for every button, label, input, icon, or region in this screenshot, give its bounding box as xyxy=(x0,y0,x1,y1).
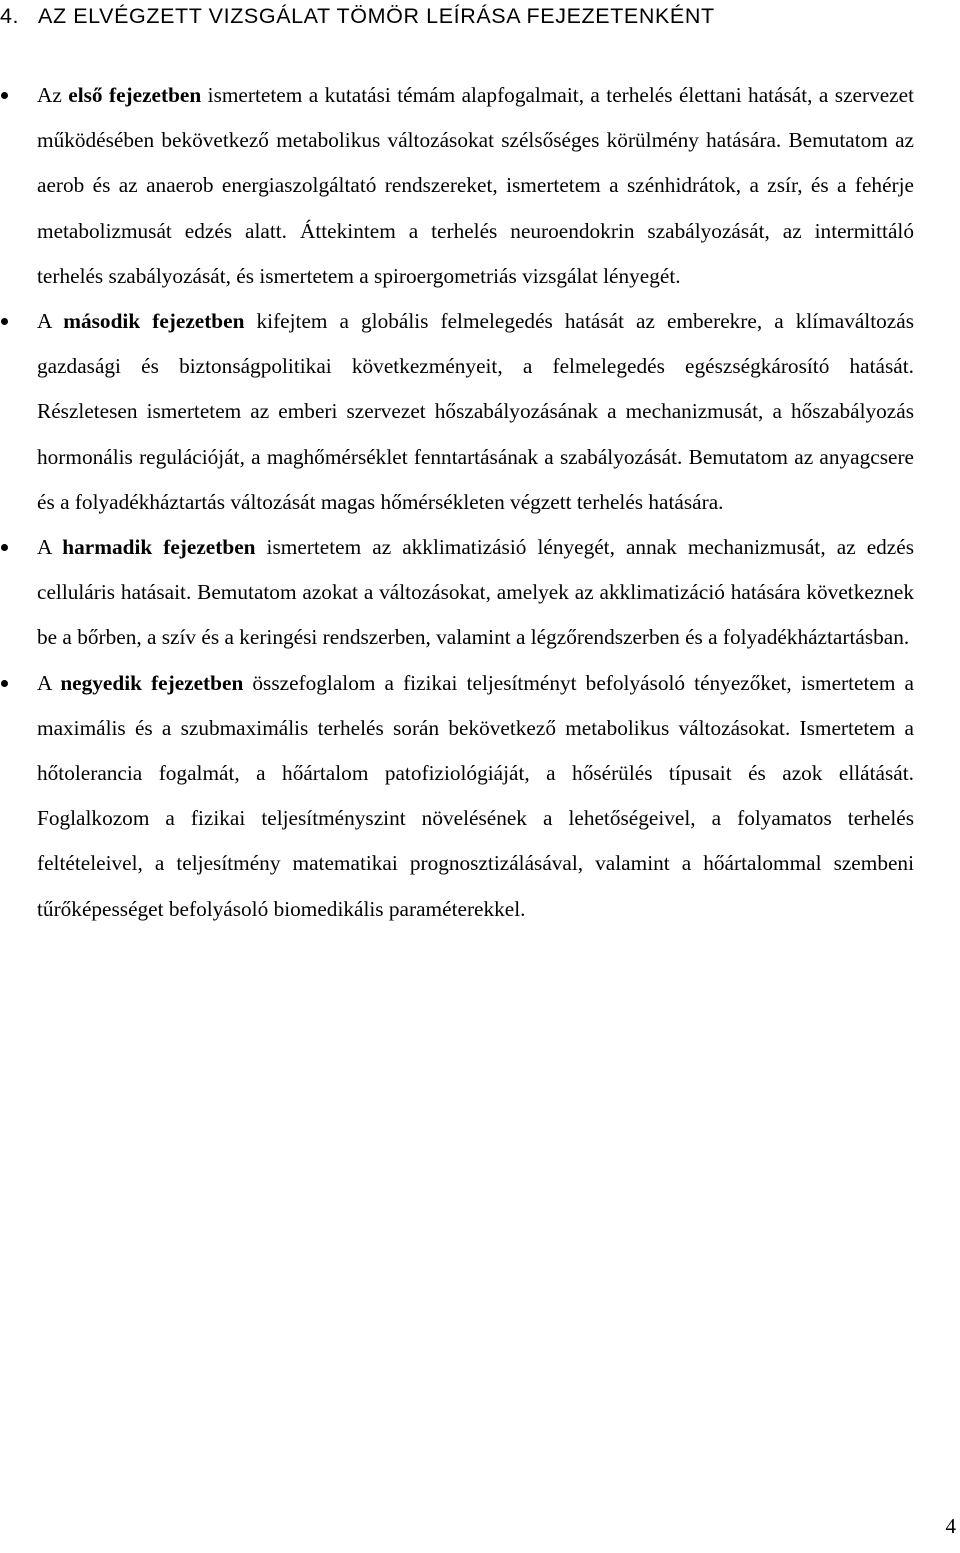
chapter-emphasis: negyedik fejezetben xyxy=(60,670,244,695)
bullet-icon xyxy=(1,92,8,99)
bullet-icon xyxy=(1,318,8,325)
section-title: AZ ELVÉGZETT VIZSGÁLAT TÖMÖR LEÍRÁSA FEJEZETENKÉNT xyxy=(38,4,715,28)
chapter-text: összefoglalom a fizikai teljesítményt befolyásoló tényezőket, ismertetem a maximális és a szubmaximális terhelés során bekövetkező metabolikus változásokat. Ismertetem a hőtolerancia fogalmát, a hőártalom patofiziológiáját, a hősérülés típusait és azok ellátását. Foglalkozom a fizikai teljesítményszint növelésének a lehetőségeivel, a folyamatos terhelés feltételeivel, a teljesítmény matematikai prognosztizálásával, valamint a hőártalommal szembeni tűrőképességet befolyásoló biomedikális paraméterekkel. xyxy=(37,670,914,921)
bullet-icon xyxy=(1,544,8,551)
chapter-text: kifejtem a globális felmelegedés hatását az emberekre, a klímaváltozás gazdasági és biztonságpolitikai következményeit, a felmelegedés egészségkárosító hatását. Részletesen ismertetem az emberi szervezet hőszabályozásának a mechanizmusát, a hőszabályozás hormonális regulációját, a maghőmérséklet fenntartásának a szabályozását. Bemutatom az anyagcsere és a folyadékháztartás változását magas hőmérsékleten végzett terhelés hatására. xyxy=(37,309,914,514)
page-number: 4 xyxy=(945,1514,956,1538)
chapter-emphasis: második fejezetben xyxy=(63,309,245,334)
section-heading xyxy=(0,4,940,29)
list-item-chapter-3 xyxy=(0,525,914,661)
chapter-text: ismertetem az akklimatizásió lényegét, annak mechanizmusát, az edzés celluláris hatásait. Bemutatom azokat a változásokat, amelyek az akklimatizáció hatására következnek be a bőrben, a szív és a keringési rendszerben, valamint a légzőrendszerben és a folyadékháztartásban. xyxy=(37,535,914,650)
list-item-chapter-2 xyxy=(0,299,914,525)
list-item-chapter-4 xyxy=(0,661,914,932)
chapter-lead: A xyxy=(37,309,64,334)
section-number: 4. xyxy=(0,4,20,28)
chapter-emphasis: harmadik fejezetben xyxy=(62,535,256,560)
chapter-lead: A xyxy=(37,535,63,560)
list-item-chapter-1 xyxy=(0,73,914,299)
chapter-lead: A xyxy=(37,670,61,695)
bullet-icon xyxy=(1,680,8,687)
chapter-text: ismertetem a kutatási témám alapfogalmait, a terhelés élettani hatását, a szervezet működésében bekövetkező metabolikus változásokat szélsőséges körülmény hatására. Bemutatom az aerob és az anaerob energiaszolgáltató rendszereket, ismertetem a szénhidrátok, a zsír, és a fehérje metabolizmusát edzés alatt. Áttekintem a terhelés neuroendokrin szabályozását, az intermittáló terhelés szabályozását, és ismertetem a spiroergometriás vizsgálat lényegét. xyxy=(37,83,915,288)
chapter-emphasis: első fejezetben xyxy=(68,83,202,107)
chapter-list xyxy=(0,73,914,932)
chapter-lead: Az xyxy=(37,83,69,107)
